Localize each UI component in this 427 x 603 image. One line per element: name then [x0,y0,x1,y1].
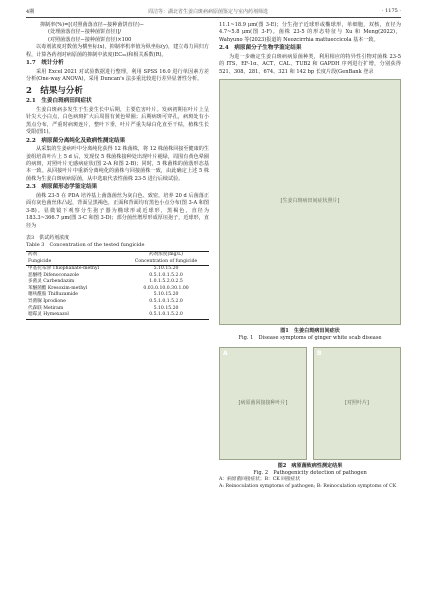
fungicide-concentration: 5.10.15.20 [153,305,179,311]
formula-line-3: (对照菌落直径−接种菌饼直径)×100 [48,36,132,43]
left-column [26,22,209,320]
table-header-fungicide [26,251,123,265]
fig2-panels [219,347,401,460]
formula-line-1: 抑制率(%)=[(对照菌落直径−接种菌饼直径)− [40,22,144,28]
fungicide-concentration: 0.03.0.10.0.30.1.00 [143,285,189,291]
running-title: 周洁等：湖北省生姜白斑病病原菌鉴定与室内药剂筛选 [148,8,269,15]
page-section-label: 4期 [26,8,35,15]
panel-label-b: B [317,350,322,358]
paragraph-spore-size: 11.1~18.9 μm(图 3-E)；分生孢子近球形或椭球形，单细胞，双核，直径为 4.7~5.8 μm(图 3-F)。菌株 23-5 的形态特征与 Xu 和 Meng(2022)，Wahyuno 等(2023)报道的 Neozcirrhia mattueccicola 基本一致。 [219,22,401,43]
paragraph-isolation: 从采集的生姜病叶中分离纯化获得 12 株菌株，将 12 株菌株回接至健康的生姜组培苗叶片上 5 d 后，发现仅 5 株菌株接种处出现叶片褪绿，周围有黄色晕圈的病斑，对照叶片无感病症状(图 2-A 和图 2-B)；同时，5 株菌株的菌落形态基本一致。从回接叶片中重新分离纯化的菌株与回接菌株一致，由此确定上述 5 株菌株为生姜白斑病病原菌，从中选取代表性菌株 23-5 进行后续试验。 [26,146,209,182]
header-fungicide-en: Fungicide [28,258,52,264]
fungicide-name: 代森联 Metiram [28,305,64,311]
paragraph-morphology: 菌株 23-5 在 PDA 培养基上菌落菌丝为灰白色、致密，培养 20 d 后菌落正面有灰色菌丝体凸起，背面呈黑褐色，正面和背面均有黑色小点分布(图 3-A 和图 3-B)。显微镜下观察分生孢子器为椭球形或近球形，黑褐色，直径为 183.3~366.7 μm(图 3-C 和图 3-D)；部分菌丝增厚形成厚垣孢子，近球形，直径为 [26,192,209,229]
figure-2 [219,347,401,490]
figure-1 [219,79,401,342]
formula-line-2: (处理菌落直径−接种菌饼直径)]/ [48,29,122,36]
table-header-concentration [123,251,209,265]
fig2-note-cn: A：病原菌回接症状；B：CK 回接症状 [219,477,301,483]
fig2-b-photo-label: [对照叶片] [345,399,369,406]
heading-2-2: 2.2 病原菌分离纯化及致病性测定结果 [26,137,126,144]
fungicide-concentration: 5.10.15.20 [153,292,179,298]
heading-2-3: 2.3 病原菌形态学鉴定结果 [26,184,98,191]
fig1-caption-cn: 图1 生姜白斑病田间症状 [280,328,340,335]
fungicide-name: 异菌脲 Iprodione [28,299,66,305]
fig2-caption-en: Fig. 2 Pathogenicity detection of pathogen [253,470,367,477]
fig1-caption-en: Fig. 1 Disease symptoms of ginger white scab disease [238,335,382,342]
fungicide-name: 噁霉灵 Hymexazol [28,312,69,318]
table-row [26,279,209,286]
fig2-panel-b-photo [313,347,401,460]
fungicide-name: 恶醚唑 Difenoconazole [28,272,79,278]
heading-1-7: 1.7 统计分析 [26,60,64,67]
fig2-panel-a-photo [219,347,307,460]
header-rule [26,17,401,18]
fungicide-concentration: 5.10.15.20 [153,266,179,272]
paragraph-statistics: 采用 Excel 2021 对试验数据进行整理，利用 SPSS 16.0 进行单因素方差分析(One-way ANOVA)，采用 Duncan's 法多重比较进行差异显著性分析。 [26,68,209,83]
fungicide-name: 苯醚菌酯 Kresoxim-methyl [28,285,88,291]
heading-2: 2 结果与分析 [26,86,83,97]
paragraph-regression: 以毒剂浓度对数值为横坐标(x)，抑制率机率值为纵坐标(y)，建立毒力回归方程，计算各药剂对病原菌的抑制中浓度(EC₅₀)和相关系数(R)。 [26,44,209,58]
fungicide-concentration: 0.5.1.0.1.5.2.0 [149,299,183,305]
fungicide-concentration: 1.0.1.5.2.0.2.5 [149,279,183,285]
fungicide-table [26,251,209,320]
fungicide-name: 多菌灵 Carbendazim [28,279,75,285]
paragraph-field-symptoms: 生姜白斑病多发生于生姜生长中后期，主要危害叶片。发病初期在叶片上呈针尖大小白点，白色病斑扩大后周围有黄色晕圈；后期病斑可穿孔，病斑处有小黑点分布，严重时病斑连片，整叶下垂，叶片严重失绿白化直至干枯，植株生长受限(图1)。 [26,107,209,136]
running-head [26,6,401,16]
fig2-note-en: A: Reinoculation symptoms of pathogen; B: Reinoculation symptoms of CK [219,483,397,489]
header-fungicide-cn: 药剂 [28,251,38,257]
fungicide-concentration: 0.5.1.0.1.5.2.0 [149,312,183,318]
table-header-row [26,251,209,265]
panel-label-a: A [223,350,228,358]
fig2-caption-cn: 图2 病原菌致病性测定结果 [277,463,343,470]
field-symptoms-photo [219,79,401,325]
table-caption-en: Table 3 Concentration of the tested fungicide [26,241,145,248]
fungicide-name: 甲基托布津 Thiophanate-methyl [28,266,100,272]
header-conc-en: Concentration of fungicide [134,258,198,264]
heading-2-1: 2.1 生姜白斑病田间症状 [26,98,92,105]
fig2-a-photo-label: [病原菌回接接种叶片] [238,399,288,406]
header-conc-cn: 药剂浓度(mg/L) [149,251,183,257]
right-column [219,22,401,490]
paragraph-molecular: 为进一步确定生姜白斑病病原菌种类，利用相应的特异性引物对菌株 23-5 的 ITS、EF-1α、ACT、CAL、TUB2 和 GAPDH 序列进行扩增，分别获得 521、308、281、674、321 和 142 bp 长度片段(GenBank 登录 [219,53,401,75]
fungicide-concentration: 0.5.1.0.1.5.2.0 [149,272,183,278]
heading-2-4: 2.4 病原菌分子生物学鉴定结果 [219,45,302,52]
table-row [26,299,209,306]
fig1-photo-label: [生姜白斑病田间症状照片] [280,198,340,205]
table-row [26,266,209,273]
fungicide-name: 噻呋酰胺 Thifluzamide [28,292,78,298]
table-caption-cn: 表3 供试药剂浓度 [26,234,70,241]
page-number: · 1175 · [381,8,401,14]
table-row [26,312,209,319]
